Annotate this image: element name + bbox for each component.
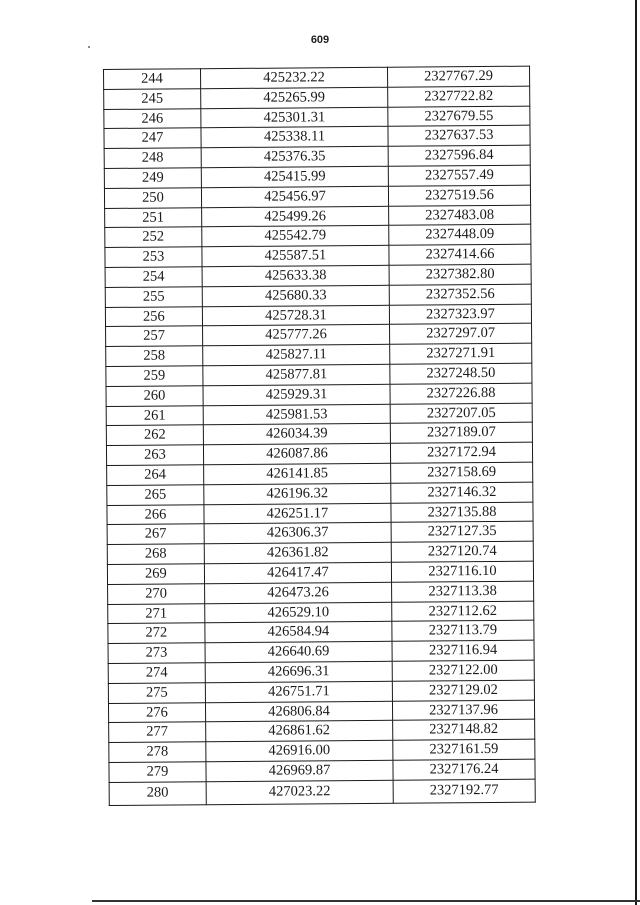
point-number-cell: 252 <box>105 227 202 248</box>
table-row <box>106 442 532 465</box>
y-coordinate-cell: 2327122.00 <box>392 660 534 681</box>
y-coordinate-cell: 2327248.50 <box>390 363 532 384</box>
table-row <box>106 343 532 366</box>
coordinate-table <box>103 66 536 806</box>
x-coordinate-cell: 425232.22 <box>200 67 387 88</box>
table-row <box>108 700 534 723</box>
point-number-cell: 258 <box>106 346 203 367</box>
table-row <box>106 324 532 347</box>
table-row <box>108 601 534 624</box>
point-number-cell: 259 <box>106 366 203 387</box>
y-coordinate-cell: 2327113.38 <box>392 581 534 602</box>
x-coordinate-cell: 426251.17 <box>204 503 391 524</box>
y-coordinate-cell: 2327189.07 <box>390 422 532 443</box>
point-number-cell: 246 <box>104 108 201 129</box>
point-number-cell: 280 <box>109 781 206 805</box>
x-coordinate-cell: 425499.26 <box>201 206 388 227</box>
table-row <box>109 739 535 762</box>
y-coordinate-cell: 2327146.32 <box>391 482 533 503</box>
table-row <box>104 86 530 109</box>
x-coordinate-cell: 426361.82 <box>204 542 391 563</box>
point-number-cell: 255 <box>105 286 202 307</box>
point-number-cell: 254 <box>105 267 202 288</box>
point-number-cell: 279 <box>109 762 206 783</box>
point-number-cell: 277 <box>109 722 206 743</box>
point-number-cell: 268 <box>107 544 204 565</box>
x-coordinate-cell: 425301.31 <box>201 107 388 128</box>
x-coordinate-cell: 426417.47 <box>204 562 391 583</box>
x-coordinate-cell: 426861.62 <box>206 721 393 742</box>
table-row <box>105 284 531 307</box>
table-row <box>107 541 533 564</box>
table-row <box>108 660 534 683</box>
y-coordinate-cell: 2327172.94 <box>390 442 532 463</box>
point-number-cell: 251 <box>105 207 202 228</box>
point-number-cell: 272 <box>108 623 205 644</box>
point-number-cell: 248 <box>104 148 201 169</box>
x-coordinate-cell: 426306.37 <box>204 523 391 544</box>
coordinate-table-body <box>104 66 536 805</box>
scan-speck <box>88 46 90 48</box>
y-coordinate-cell: 2327519.56 <box>388 185 530 206</box>
table-row <box>107 521 533 544</box>
table-row <box>108 680 534 703</box>
x-coordinate-cell: 426696.31 <box>205 661 392 682</box>
point-number-cell: 250 <box>104 188 201 209</box>
point-number-cell: 262 <box>106 425 203 446</box>
y-coordinate-cell: 2327176.24 <box>393 759 535 780</box>
table-row <box>108 640 534 663</box>
table-row <box>105 205 531 228</box>
y-coordinate-cell: 2327127.35 <box>391 521 533 542</box>
x-coordinate-cell: 425877.81 <box>203 364 390 385</box>
x-coordinate-cell: 425456.97 <box>201 186 388 207</box>
x-coordinate-cell: 425542.79 <box>202 226 389 247</box>
table-row <box>107 482 533 505</box>
x-coordinate-cell: 425728.31 <box>202 305 389 326</box>
point-number-cell: 271 <box>108 603 205 624</box>
x-coordinate-cell: 425633.38 <box>202 265 389 286</box>
x-coordinate-cell: 425777.26 <box>202 325 389 346</box>
table-row <box>107 462 533 485</box>
point-number-cell: 275 <box>108 682 205 703</box>
y-coordinate-cell: 2327116.94 <box>392 640 534 661</box>
y-coordinate-cell: 2327271.91 <box>390 343 532 364</box>
point-number-cell: 244 <box>104 69 201 90</box>
y-coordinate-cell: 2327207.05 <box>390 403 532 424</box>
x-coordinate-cell: 425981.53 <box>203 404 390 425</box>
y-coordinate-cell: 2327120.74 <box>391 541 533 562</box>
point-number-cell: 269 <box>107 564 204 585</box>
x-coordinate-cell: 425265.99 <box>201 87 388 108</box>
point-number-cell: 263 <box>106 445 203 466</box>
y-coordinate-cell: 2327679.55 <box>388 106 530 127</box>
point-number-cell: 266 <box>107 504 204 525</box>
y-coordinate-cell: 2327722.82 <box>388 86 530 107</box>
table-row <box>104 185 530 208</box>
point-number-cell: 273 <box>108 643 205 664</box>
table-row <box>104 165 530 188</box>
table-row <box>105 244 531 267</box>
x-coordinate-cell: 426473.26 <box>204 582 391 603</box>
point-number-cell: 256 <box>105 306 202 327</box>
y-coordinate-cell: 2327135.88 <box>391 502 533 523</box>
page-number: 609 <box>310 34 330 46</box>
x-coordinate-cell: 425680.33 <box>202 285 389 306</box>
point-number-cell: 257 <box>106 326 203 347</box>
y-coordinate-cell: 2327137.96 <box>393 700 535 721</box>
x-coordinate-cell: 426640.69 <box>205 641 392 662</box>
x-coordinate-cell: 427023.22 <box>206 780 393 804</box>
y-coordinate-cell: 2327483.08 <box>389 205 531 226</box>
x-coordinate-cell: 426584.94 <box>205 622 392 643</box>
point-number-cell: 245 <box>104 89 201 110</box>
point-number-cell: 249 <box>104 168 201 189</box>
table-row <box>109 719 535 742</box>
point-number-cell: 253 <box>105 247 202 268</box>
x-coordinate-cell: 426087.86 <box>203 443 390 464</box>
table-row <box>106 363 532 386</box>
table-row <box>109 779 535 805</box>
y-coordinate-cell: 2327596.84 <box>388 145 530 166</box>
y-coordinate-cell: 2327637.53 <box>388 126 530 147</box>
table-row <box>109 759 535 782</box>
y-coordinate-cell: 2327148.82 <box>393 719 535 740</box>
table-row <box>108 620 534 643</box>
point-number-cell: 276 <box>108 702 205 723</box>
x-coordinate-cell: 426141.85 <box>204 463 391 484</box>
y-coordinate-cell: 2327226.88 <box>390 383 532 404</box>
point-number-cell: 247 <box>104 128 201 149</box>
x-coordinate-cell: 426806.84 <box>205 701 392 722</box>
table-row <box>105 264 531 287</box>
x-coordinate-cell: 425415.99 <box>201 166 388 187</box>
y-coordinate-cell: 2327767.29 <box>388 66 530 87</box>
x-coordinate-cell: 426751.71 <box>205 681 392 702</box>
y-coordinate-cell: 2327129.02 <box>392 680 534 701</box>
y-coordinate-cell: 2327112.62 <box>392 601 534 622</box>
point-number-cell: 265 <box>107 484 204 505</box>
table-row <box>104 126 530 149</box>
table-row <box>107 561 533 584</box>
x-coordinate-cell: 426196.32 <box>204 483 391 504</box>
table-row <box>107 502 533 525</box>
x-coordinate-cell: 425929.31 <box>203 384 390 405</box>
point-number-cell: 270 <box>108 583 205 604</box>
y-coordinate-cell: 2327158.69 <box>391 462 533 483</box>
y-coordinate-cell: 2327116.10 <box>391 561 533 582</box>
point-number-cell: 264 <box>107 465 204 486</box>
y-coordinate-cell: 2327192.77 <box>393 779 535 803</box>
point-number-cell: 261 <box>106 405 203 426</box>
y-coordinate-cell: 2327557.49 <box>388 165 530 186</box>
y-coordinate-cell: 2327382.80 <box>389 264 531 285</box>
y-coordinate-cell: 2327448.09 <box>389 225 531 246</box>
x-coordinate-cell: 425376.35 <box>201 146 388 167</box>
y-coordinate-cell: 2327414.66 <box>389 244 531 265</box>
point-number-cell: 267 <box>107 524 204 545</box>
x-coordinate-cell: 426969.87 <box>206 760 393 781</box>
x-coordinate-cell: 425587.51 <box>202 245 389 266</box>
point-number-cell: 260 <box>106 385 203 406</box>
table-row <box>106 422 532 445</box>
y-coordinate-cell: 2327297.07 <box>390 324 532 345</box>
scan-edge-bottom <box>92 900 640 902</box>
point-number-cell: 274 <box>108 663 205 684</box>
x-coordinate-cell: 426529.10 <box>205 602 392 623</box>
table-row <box>105 225 531 248</box>
y-coordinate-cell: 2327113.79 <box>392 620 534 641</box>
table-row <box>105 304 531 327</box>
table-row <box>104 145 530 168</box>
y-coordinate-cell: 2327161.59 <box>393 739 535 760</box>
table-row <box>104 106 530 129</box>
x-coordinate-cell: 425827.11 <box>203 344 390 365</box>
table-row <box>108 581 534 604</box>
x-coordinate-cell: 426916.00 <box>206 740 393 761</box>
scan-edge-right <box>635 0 637 905</box>
table-row <box>104 66 530 89</box>
y-coordinate-cell: 2327352.56 <box>389 284 531 305</box>
table-row <box>106 383 532 406</box>
x-coordinate-cell: 425338.11 <box>201 127 388 148</box>
x-coordinate-cell: 426034.39 <box>203 424 390 445</box>
point-number-cell: 278 <box>109 742 206 763</box>
y-coordinate-cell: 2327323.97 <box>389 304 531 325</box>
table-row <box>106 403 532 426</box>
